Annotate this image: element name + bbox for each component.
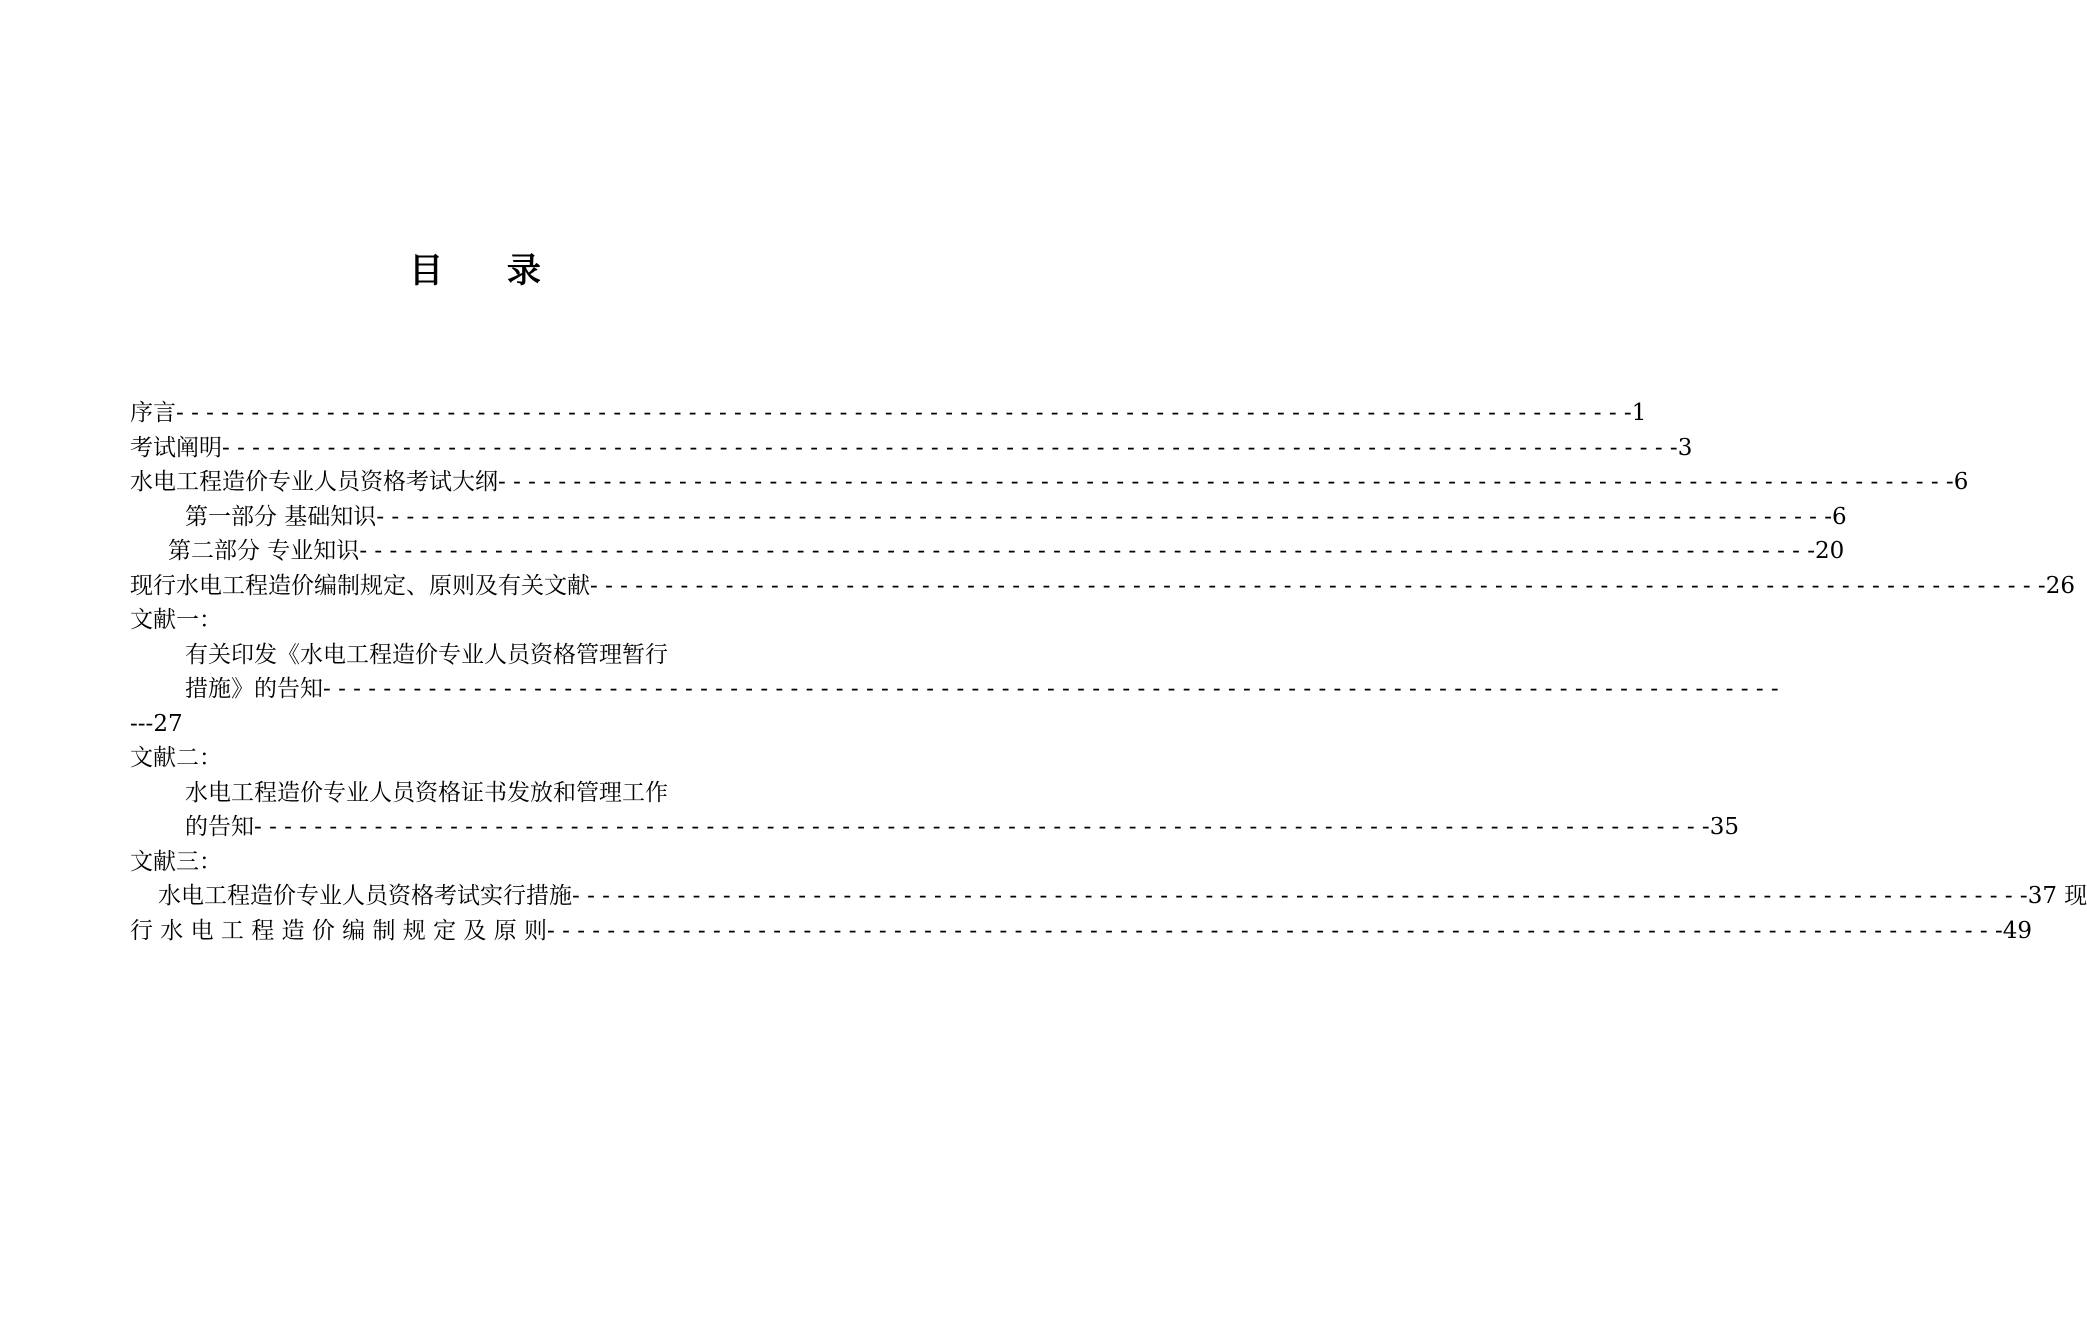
toc-entry-exam-notes[interactable] bbox=[130, 431, 1693, 466]
toc-list bbox=[130, 396, 2087, 948]
toc-entry-doc-one-title: 有关印发《水电工程造价专业人员资格管理暂行 bbox=[185, 641, 668, 668]
toc-entry-exam-outline[interactable] bbox=[130, 465, 1969, 500]
toc-entry-doc-one-title-cont[interactable] bbox=[130, 672, 1779, 707]
toc-entry-preface[interactable] bbox=[130, 396, 1647, 431]
toc-title: 目 录 bbox=[409, 251, 567, 291]
toc-page-number: 20 bbox=[1815, 538, 1845, 564]
toc-entry-doc-two-heading: 文献二： bbox=[130, 745, 222, 771]
toc-leader: - - - - - - - - - - - - - - - - - - - - - - - - - - - - - - - - - - - - - - - - - - - - - - - - - - - - - - - - - - - - - - - - - - - - - - - - - - - - - - - - - - - - - - - - - - - - - - - - - bbox=[222, 434, 1678, 461]
toc-leader: - - - - - - - - - - - - - - - - - - - - - - - - - - - - - - - - - - - - - - - - - - - - - - - - - - - - - - - - - - - - - - - - - - - - - - - - - - - - - - - - - - - - - - - - - - - - - - - - - bbox=[590, 572, 2046, 599]
toc-page-number: 6 bbox=[1953, 469, 1969, 495]
toc-leader: - - - - - - - - - - - - - - - - - - - - - - - - - - - - - - - - - - - - - - - - - - - - - - - - - - - - - - - - - - - - - - - - - - - - - - - - - - - - - - - - - - - - - - - - - - - - - - - - - bbox=[376, 503, 1833, 530]
toc-entry-text: 水电工程造价专业人员资格考试大纲 bbox=[130, 469, 498, 495]
toc-page-number: 26 bbox=[2045, 572, 2075, 599]
toc-entry-text: 措施》的告知 bbox=[185, 676, 323, 702]
toc-entry-part-two[interactable] bbox=[130, 534, 1845, 569]
toc-leader: - - - - - - - - - - - - - - - - - - - - - - - - - - - - - - - - - - - - - - - - - - - - - - - - - - - - - - - - - - - - - - - - - - - - - - - - - - - - - - - - - - - - - - - - - - - - - - - - - bbox=[176, 400, 1632, 426]
toc-entry-doc-three-title[interactable] bbox=[130, 879, 2087, 914]
toc-page-number-wrapped: ---27 bbox=[130, 710, 183, 737]
toc-entry-doc-two-title-cont[interactable] bbox=[130, 810, 1739, 845]
toc-entry-text: 考试阐明 bbox=[130, 434, 222, 461]
toc-entry-text: 第二部分 专业知识 bbox=[168, 538, 360, 564]
toc-page-number: 49 bbox=[2002, 917, 2033, 944]
toc-entry-text: 第一部分 基础知识 bbox=[185, 503, 377, 530]
toc-page-number: 1 bbox=[1631, 400, 1647, 426]
toc-entry-text: 行 水 电 工 程 造 价 编 制 规 定 及 原 则 bbox=[130, 917, 548, 944]
toc-entry-text: 的告知 bbox=[185, 814, 254, 840]
toc-leader: - - - - - - - - - - - - - - - - - - - - - - - - - - - - - - - - - - - - - - - - - - - - - - - - - - - - - - - - - - - - - - - - - - - - - - - - - - - - - - - - - - - - - - - - - - - - - - - - - bbox=[323, 676, 1779, 702]
toc-page-number: 35 bbox=[1709, 814, 1739, 840]
toc-entry-rules-and-principles[interactable] bbox=[130, 914, 2033, 949]
toc-entry-text: 序言 bbox=[130, 400, 176, 426]
toc-leader: - - - - - - - - - - - - - - - - - - - - - - - - - - - - - - - - - - - - - - - - - - - - - - - - - - - - - - - - - - - - - - - - - - - - - - - - - - - - - - - - - - - - - - - - - - - - - - - - - bbox=[498, 469, 1954, 495]
toc-entry-current-rules[interactable] bbox=[130, 569, 2075, 604]
toc-page-number: 3 bbox=[1677, 434, 1693, 461]
toc-leader: - - - - - - - - - - - - - - - - - - - - - - - - - - - - - - - - - - - - - - - - - - - - - - - - - - - - - - - - - - - - - - - - - - - - - - - - - - - - - - - - - - - - - - - - - - - - - - - - - bbox=[254, 814, 1710, 840]
toc-leader: - - - - - - - - - - - - - - - - - - - - - - - - - - - - - - - - - - - - - - - - - - - - - - - - - - - - - - - - - - - - - - - - - - - - - - - - - - - - - - - - - - - - - - - - - - - - - - - - - bbox=[572, 883, 2028, 909]
toc-page-number: 6 bbox=[1832, 503, 1847, 530]
toc-page-number: 37 现 bbox=[2027, 883, 2087, 909]
toc-entry-part-one[interactable] bbox=[130, 500, 1847, 535]
toc-entry-doc-three-heading: 文献三： bbox=[130, 848, 222, 875]
toc-entry-doc-one-heading: 文献一： bbox=[130, 607, 222, 633]
toc-leader: - - - - - - - - - - - - - - - - - - - - - - - - - - - - - - - - - - - - - - - - - - - - - - - - - - - - - - - - - - - - - - - - - - - - - - - - - - - - - - - - - - - - - - - - - - - - - - - - - bbox=[359, 538, 1816, 564]
toc-entry-text: 现行水电工程造价编制规定、原则及有关文献 bbox=[130, 572, 590, 599]
toc-entry-text: 水电工程造价专业人员资格考试实行措施 bbox=[158, 883, 572, 909]
toc-entry-doc-two-title: 水电工程造价专业人员资格证书发放和管理工作 bbox=[185, 779, 668, 806]
toc-leader: - - - - - - - - - - - - - - - - - - - - - - - - - - - - - - - - - - - - - - - - - - - - - - - - - - - - - - - - - - - - - - - - - - - - - - - - - - - - - - - - - - - - - - - - - - - - - - - - - bbox=[547, 917, 2003, 944]
